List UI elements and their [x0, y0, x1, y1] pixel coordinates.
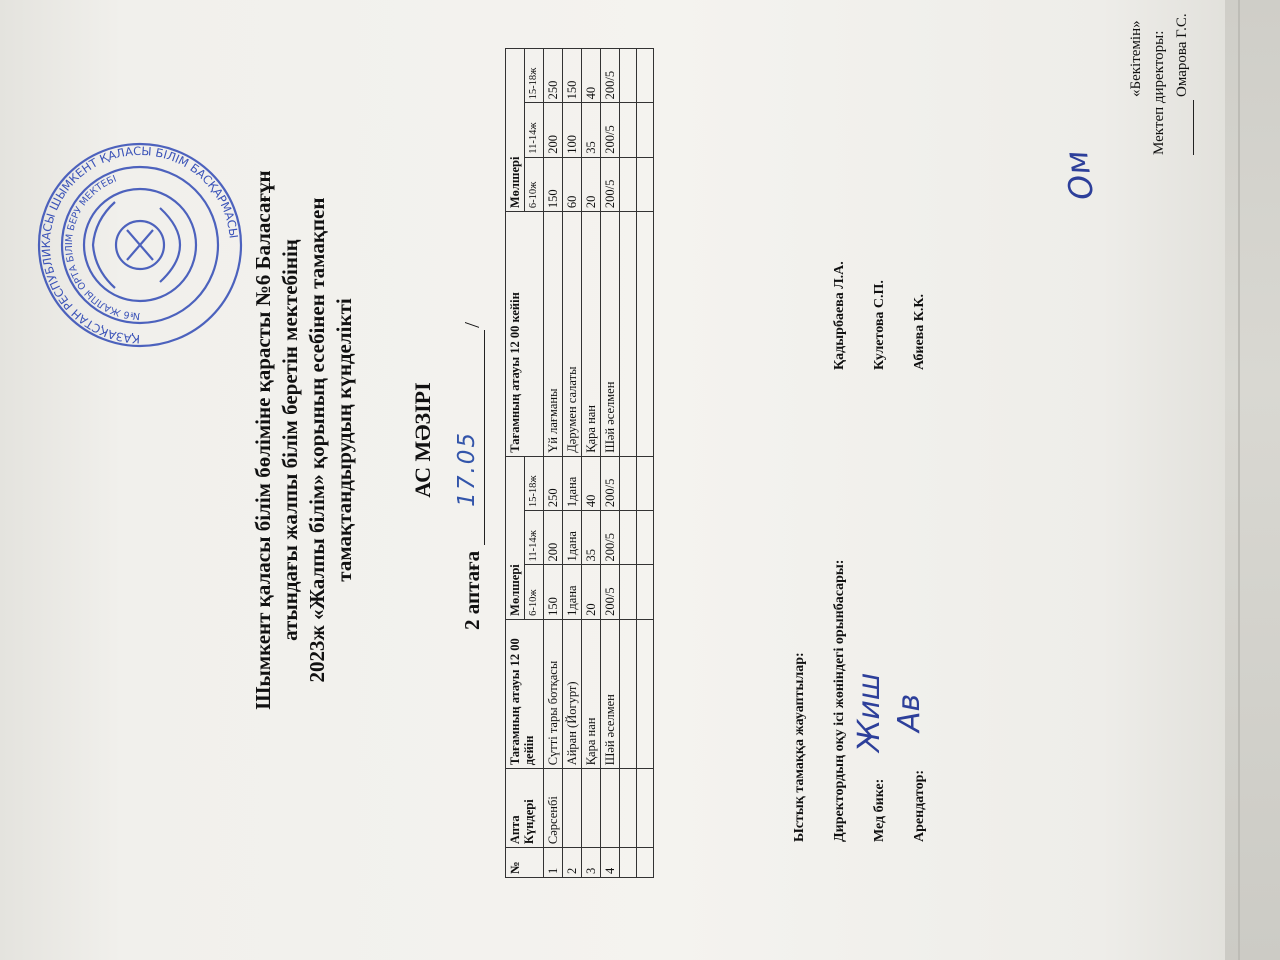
cell-num: 3 — [582, 848, 601, 878]
table-row — [582, 49, 601, 878]
cell-amount: 200/5 — [601, 49, 620, 103]
approval-name: Омарова Г.С. — [1174, 13, 1190, 97]
menu-title: АС МӘЗІРІ — [410, 382, 435, 498]
stamp-inner-text: №6 ЖАЛПЫ ОРТА БІЛІМ БЕРУ МЕКТЕБІ — [63, 173, 141, 322]
cell-amount: 200/5 — [601, 565, 620, 619]
stamp-outer-text: ҚАЗАҚСТАН РЕСПУБЛИКАСЫ ШЫМКЕНТ ҚАЛАСЫ БІЛІМ БАСҚАРМАСЫ — [38, 143, 241, 347]
table-row — [601, 49, 620, 878]
approval-heading: «Бекітемін» — [1128, 20, 1144, 97]
cell-amount: 1дана — [563, 511, 582, 565]
header-line-4: тамақтандырудың күнделікті — [332, 298, 356, 582]
cell-amount: 200/5 — [601, 456, 620, 510]
cell-day: Сәрсенбі — [544, 769, 563, 848]
director-signature: Ом — [1056, 148, 1102, 203]
cell-dish: Сүтті тары ботқасы — [544, 619, 563, 768]
cell-amount: 40 — [582, 49, 601, 103]
cell-amount: 150 — [563, 49, 582, 103]
cell-day — [563, 769, 582, 848]
col-day: Апта Күндері — [506, 769, 544, 848]
cell-amount: 35 — [582, 103, 601, 157]
cell-amount: 35 — [582, 511, 601, 565]
cell-dish: Қара нан — [582, 619, 601, 768]
cell-amount: 100 — [563, 103, 582, 157]
tenant-name: Абиева К.К. — [912, 293, 927, 370]
handwritten-date: 17.05 — [454, 430, 480, 507]
cell-amount: 250 — [544, 456, 563, 510]
header-line-1: Шымкент қаласы білім бөліміне қарасты №6 Баласағұн — [251, 170, 275, 710]
col-amount: Мөлшері — [506, 456, 525, 619]
nurse-role: Мед бике: — [872, 778, 887, 842]
cell-amount: 200/5 — [601, 103, 620, 157]
cell-amount: 250 — [544, 49, 563, 103]
cell-dish: Шәй әселмен — [601, 619, 620, 768]
cell-day — [601, 769, 620, 848]
approval-role: Мектеп директоры: — [1151, 30, 1167, 155]
staff-heading: Ыстық тамаққа жауаптылар: — [792, 652, 807, 842]
nurse-signature: Жиш — [852, 672, 887, 752]
cell-dish: Үй лағманы — [544, 212, 563, 457]
week-label: 2 аптаға — [460, 550, 484, 630]
nurse-name: Кулетова С.П. — [872, 280, 887, 370]
document-header — [250, 0, 358, 880]
tenant-signature: Ав — [892, 693, 927, 732]
col-dish-before: Тағамның атауы 12 00 дейін — [506, 619, 544, 768]
table-row — [563, 49, 582, 878]
cell-num: 2 — [563, 848, 582, 878]
cell-dish: Дәрумен салаты — [563, 212, 582, 457]
approval-signature-line — [1171, 13, 1194, 155]
cell-amount: 60 — [563, 157, 582, 211]
date-blank — [454, 330, 485, 545]
age-group: 15-18ж — [525, 49, 544, 103]
approval-block — [1125, 13, 1194, 155]
cell-dish: Айран (Йогурт) — [563, 619, 582, 768]
deputy-name: Қадырбаева Л.А. — [832, 261, 847, 370]
table-row-empty — [637, 49, 654, 878]
cell-amount: 20 — [582, 157, 601, 211]
age-group: 15-18ж — [525, 456, 544, 510]
cell-amount: 20 — [582, 565, 601, 619]
table-row-empty — [620, 49, 637, 878]
col-amount-2: Мөлшері — [506, 49, 525, 212]
wall-tile — [1222, 0, 1280, 960]
table-row — [544, 49, 563, 878]
header-line-2: атындағы жалпы білім беретін мектебінің — [278, 239, 302, 641]
cell-dish: Қара нан — [582, 212, 601, 457]
menu-table — [505, 48, 654, 878]
age-group: 11-14ж — [525, 511, 544, 565]
col-dish-after: Тағамның атауы 12 00 кейін — [506, 212, 544, 457]
header-line-3: 2023ж «Жалпы білім» қорының есебінен тамақпен — [305, 197, 329, 683]
age-group: 11-14ж — [525, 103, 544, 157]
cell-num: 1 — [544, 848, 563, 878]
week-line — [454, 321, 485, 630]
age-group: 6-10ж — [525, 565, 544, 619]
cell-amount: 150 — [544, 157, 563, 211]
date-slash: / — [460, 321, 484, 328]
cell-amount: 200/5 — [601, 511, 620, 565]
cell-num: 4 — [601, 848, 620, 878]
deputy-role: Директордың оқу ісі жөніндегі орынбасары: — [832, 559, 847, 842]
cell-amount: 200 — [544, 511, 563, 565]
cell-day — [582, 769, 601, 848]
cell-amount: 40 — [582, 456, 601, 510]
official-stamp — [35, 140, 245, 350]
cell-amount: 200 — [544, 103, 563, 157]
cell-dish: Шәй әселмен — [601, 212, 620, 457]
table-header-row — [506, 49, 525, 878]
tenant-role: Арендатор: — [912, 769, 927, 842]
tile-grout — [1238, 0, 1240, 960]
cell-amount: 150 — [544, 565, 563, 619]
cell-amount: 1дана — [563, 565, 582, 619]
cell-amount: 200/5 — [601, 157, 620, 211]
signature-line — [1193, 100, 1194, 155]
cell-amount: 1дана — [563, 456, 582, 510]
col-num: № — [506, 848, 544, 878]
age-group: 6-10ж — [525, 157, 544, 211]
